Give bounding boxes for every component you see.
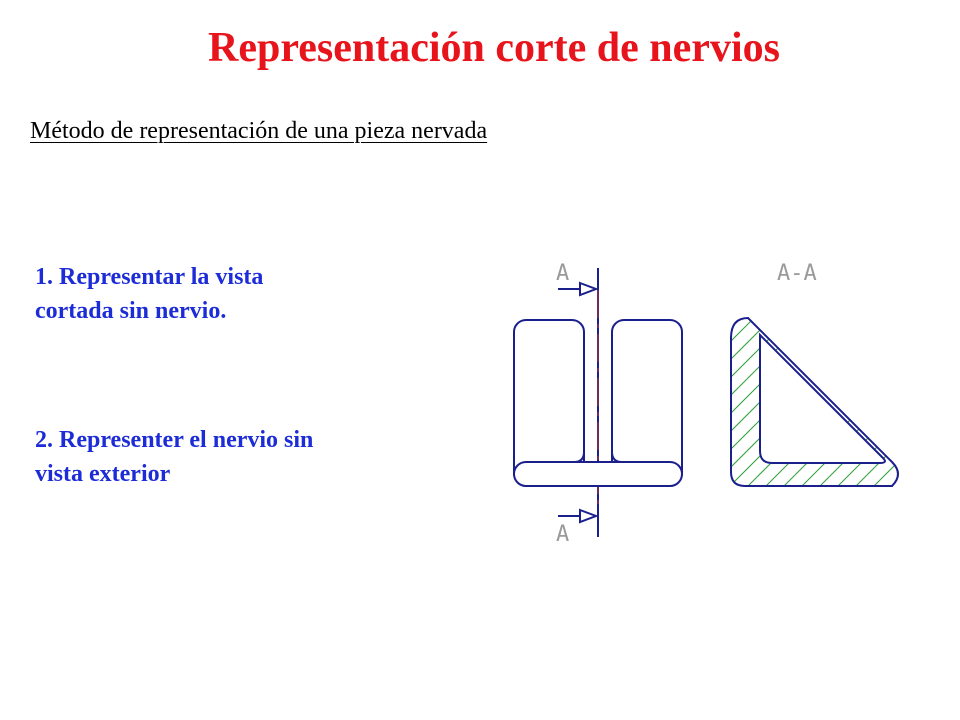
section-inner-triangle bbox=[760, 335, 885, 463]
arrow-bottom bbox=[558, 510, 596, 522]
rib-fillet-right bbox=[612, 452, 622, 462]
step-1-line-1: 1. Representar la vista bbox=[35, 264, 264, 290]
section-view bbox=[700, 261, 960, 504]
front-view bbox=[514, 261, 682, 547]
subtitle: Método de representación de una pieza nervada bbox=[30, 118, 488, 144]
left-block bbox=[514, 320, 584, 485]
step-2-line-2: vista exterior bbox=[35, 461, 171, 487]
cut-label-bottom: A bbox=[556, 522, 570, 547]
base-plate bbox=[514, 462, 682, 486]
cut-label-top: A bbox=[556, 261, 570, 286]
right-block bbox=[612, 320, 682, 485]
step-2-line-1: 2. Representer el nervio sin bbox=[35, 427, 314, 453]
section-hatching bbox=[700, 292, 960, 504]
page-title: Representación corte de nervios bbox=[208, 25, 780, 71]
section-label: A-A bbox=[777, 261, 817, 286]
rib-fillet-left bbox=[574, 452, 584, 462]
step-1-line-2: cortada sin nervio. bbox=[35, 298, 227, 324]
